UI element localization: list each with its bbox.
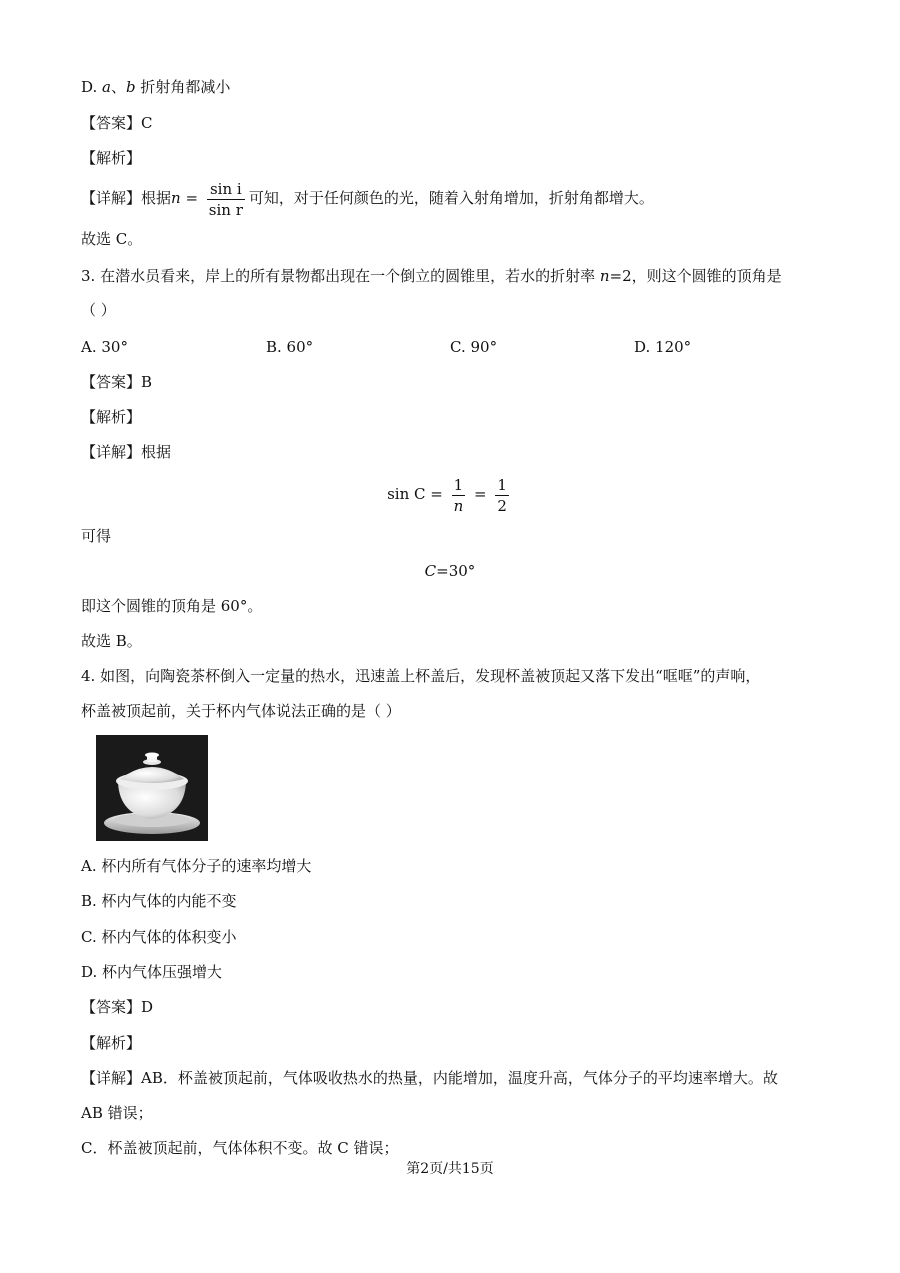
q4-analysis: 【解析】 [81, 1034, 142, 1052]
q3-analysis: 【解析】 [81, 408, 142, 426]
q2-analysis: 【解析】 [81, 149, 142, 167]
q4-option-b: B. 杯内气体的内能不变 [81, 892, 237, 910]
q3-option-a: A. 30° [81, 338, 128, 356]
q2-answer: 【答案】C [81, 114, 153, 132]
q3-stem: 3. 在潜水员看来，岸上的所有景物都出现在一个倒立的圆锥里，若水的折射率 n=2，则这个圆锥的顶角是 [81, 267, 782, 285]
q4-option-a: A. 杯内所有气体分子的速率均增大 [81, 857, 312, 875]
q3-paren: （ ） [81, 301, 116, 319]
q2-conclusion: 故选 C。 [81, 230, 143, 248]
q4-option-d: D. 杯内气体压强增大 [81, 963, 223, 981]
teacup-image [96, 735, 208, 841]
teacup-illustration [96, 735, 208, 841]
q4-detail-line3: C．杯盖被顶起前，气体体积不变。故 C 错误； [81, 1139, 399, 1157]
q3-conclusion: 故选 B。 [81, 632, 142, 650]
q4-stem-line1: 4. 如图，向陶瓷茶杯倒入一定量的热水，迅速盖上杯盖后，发现杯盖被顶起又落下发出“哐哐”的声响， [81, 667, 761, 685]
q4-answer: 【答案】D [81, 998, 154, 1016]
q4-stem-line2: 杯盖被顶起前，关于杯内气体说法正确的是（ ） [81, 702, 401, 720]
q3-option-c: C. 90° [450, 338, 498, 356]
q2-detail: 【详解】根据n = $\frac{\text{sin i}}{\text{sin r}}$ 可知，对于任何颜色的光，随着入射角增加，折射角都增大。 [81, 179, 654, 219]
q2-option-d: D. a、b 折射角都减小 [81, 78, 231, 96]
q3-result: 即这个圆锥的顶角是 60°。 [81, 597, 263, 615]
page-footer: 第2页/共15页 [406, 1161, 494, 1177]
snell-fraction: $\frac{\text{sin i}}{\text{sin r}}$ [208, 179, 243, 219]
q3-option-b: B. 60° [266, 338, 314, 356]
formula-n: n [171, 189, 181, 207]
q3-detail: 【详解】根据 [81, 443, 172, 461]
q3-equation-sinc: sin C = $\frac{1}{n}$ = $\frac{1}{2}$ [387, 475, 507, 515]
q3-answer: 【答案】B [81, 373, 153, 391]
q4-detail-line1: 【详解】AB．杯盖被顶起前，气体吸收热水的热量，内能增加，温度升高，气体分子的平均速率增大。故 [81, 1069, 778, 1087]
q3-equation-c: C=30° [424, 562, 476, 580]
q4-option-c: C. 杯内气体的体积变小 [81, 928, 237, 946]
q3-option-d: D. 120° [634, 338, 692, 356]
q4-detail-line2: AB 错误； [81, 1104, 153, 1122]
q3-kede: 可得 [81, 527, 112, 545]
